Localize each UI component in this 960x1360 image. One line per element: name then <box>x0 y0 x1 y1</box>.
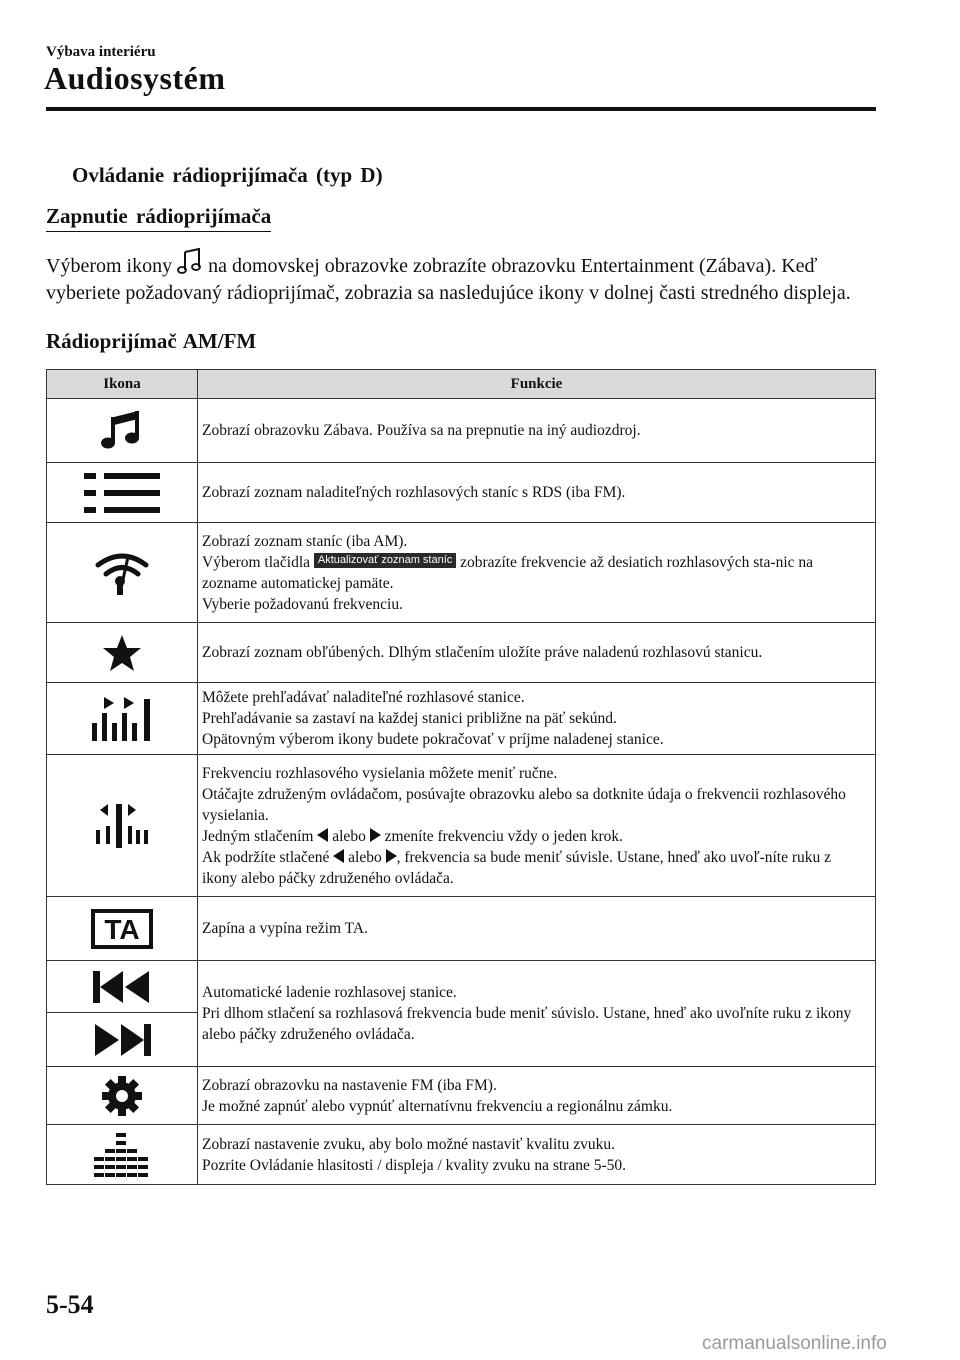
table-row <box>47 1067 876 1125</box>
row-line: Zobrazí obrazovku na nastavenie FM (iba FM). <box>202 1076 497 1094</box>
table-row <box>47 897 876 961</box>
table-row <box>47 683 876 755</box>
list-icon <box>47 463 198 523</box>
row-text-part: zmeníte frekvenciu vždy o jeden krok. <box>380 827 624 845</box>
intro-paragraph <box>46 248 886 307</box>
arrow-right-icon <box>370 828 381 842</box>
equalizer-icon <box>47 1125 198 1185</box>
row-text-block <box>198 755 876 897</box>
arrow-left-icon <box>317 828 328 842</box>
row-text-part: , frekvencia sa bude meniť súvisle. Ustane, hneď ako uvoľ-níte ruku z ikony alebo páčky združeného ovládača. <box>202 848 832 887</box>
page-number: 5-54 <box>46 1290 94 1319</box>
subheading-am-fm: Rádioprijímač AM/FM <box>46 329 257 353</box>
row-text: Zobrazí obrazovku Zábava. Používa sa na prepnutie na iný audiozdroj. <box>198 399 876 463</box>
header-icon: Ikona <box>47 370 198 399</box>
gear-icon <box>47 1067 198 1125</box>
row-text-block <box>198 683 876 755</box>
music-note-icon <box>177 248 203 274</box>
table-row <box>47 623 876 683</box>
table-row <box>47 463 876 523</box>
ta-icon <box>47 897 198 961</box>
manual-tune-icon <box>47 755 198 897</box>
music-note-icon <box>47 399 198 463</box>
page-heading: Ovládanie rádioprijímača (typ D) <box>72 163 383 187</box>
row-text-block <box>198 1125 876 1185</box>
table-header-row <box>47 370 876 399</box>
table-row <box>47 1125 876 1185</box>
subheading-power-on: Zapnutie rádioprijímača <box>46 204 271 232</box>
update-station-list-button: Aktualizovať zoznam staníc <box>314 553 456 568</box>
row-text-block <box>198 1067 876 1125</box>
row-line: Frekvenciu rozhlasového vysielania môžete meniť ručne. <box>202 764 558 782</box>
row-text-block <box>198 523 876 623</box>
row-text: Zapína a vypína režim TA. <box>198 897 876 961</box>
row-line <box>202 552 869 594</box>
table-row <box>47 755 876 897</box>
scan-icon <box>47 683 198 755</box>
row-line: Zobrazí zoznam staníc (iba AM). <box>202 532 408 550</box>
section-title: Audiosystém <box>44 60 226 96</box>
row-text-part: alebo <box>328 827 370 845</box>
function-table <box>46 369 876 1185</box>
row-text-part: Jedným stlačením <box>202 827 318 845</box>
intro-text-2: na domovskej obrazovke zobrazíte obrazovku Entertainment (Zábava). Keď vyberiete požadovaný rádioprijímač, zobrazia sa nasledujúce ikony v dolnej časti stredného displeja. <box>46 255 851 304</box>
row-line: Prehľadávanie sa zastaví na každej stanici približne na päť sekúnd. <box>202 710 617 727</box>
row-line: Môžete prehľadávať naladiteľné rozhlasové stanice. <box>202 689 525 706</box>
watermark-link[interactable]: carmanualsonline.info <box>702 1333 887 1354</box>
ta-icon-label: TA <box>91 909 153 949</box>
antenna-icon <box>47 523 198 623</box>
intro-text-1: Výberom ikony <box>46 255 178 277</box>
header-rule <box>46 107 876 111</box>
row-line: Pri dlhom stlačení sa rozhlasová frekvencia bude meniť súvislo. Ustane, hneď ako uvoľníte ruku z ikony alebo páčky združeného ovládača. <box>202 1005 852 1043</box>
row-line: Opätovným výberom ikony budete pokračovať v príjme naladenej stanice. <box>202 731 664 748</box>
row-text: Zobrazí zoznam naladiteľných rozhlasových staníc s RDS (iba FM). <box>198 463 876 523</box>
row-line: Automatické ladenie rozhlasovej stanice. <box>202 984 457 1001</box>
skip-back-icon <box>47 961 198 1013</box>
row-line <box>202 847 869 889</box>
row-line: Je možné zapnúť alebo vypnúť alternatívnu frekvenciu a regionálnu zámku. <box>202 1097 673 1115</box>
arrow-left-icon <box>333 849 344 863</box>
table-row <box>47 399 876 463</box>
row-line: Pozrite Ovládanie hlasitosti / displeja / kvality zvuku na strane 5-50. <box>202 1156 627 1174</box>
table-row <box>47 961 876 1013</box>
row-line: Vyberie požadovanú frekvenciu. <box>202 595 403 613</box>
row-text-part: Ak podržíte stlačené <box>202 848 334 866</box>
skip-forward-icon <box>47 1013 198 1067</box>
table-row <box>47 523 876 623</box>
section-label: Výbava interiéru <box>46 44 156 60</box>
row-line <box>202 826 869 847</box>
row-text: Zobrazí zoznam obľúbených. Dlhým stlačením uložíte práve naladenú rozhlasovú stanicu. <box>198 623 876 683</box>
row-text-block <box>198 961 876 1067</box>
row-line: Otáčajte združeným ovládačom, posúvajte obrazovku alebo sa dotknite údaja o frekvencii rozhlasového vysielania. <box>202 785 846 824</box>
row-text-part: zobrazíte frekvencie až desiatich rozhlasových sta-nic na zozname automatickej pamäte. <box>202 553 814 592</box>
row-line: Zobrazí nastavenie zvuku, aby bolo možné nastaviť kvalitu zvuku. <box>202 1135 615 1153</box>
row-text-part: alebo <box>344 848 386 866</box>
star-icon <box>47 623 198 683</box>
arrow-right-icon <box>386 849 397 863</box>
row-text-part: Výberom tlačidla <box>202 553 314 571</box>
header-function: Funkcie <box>198 370 876 399</box>
